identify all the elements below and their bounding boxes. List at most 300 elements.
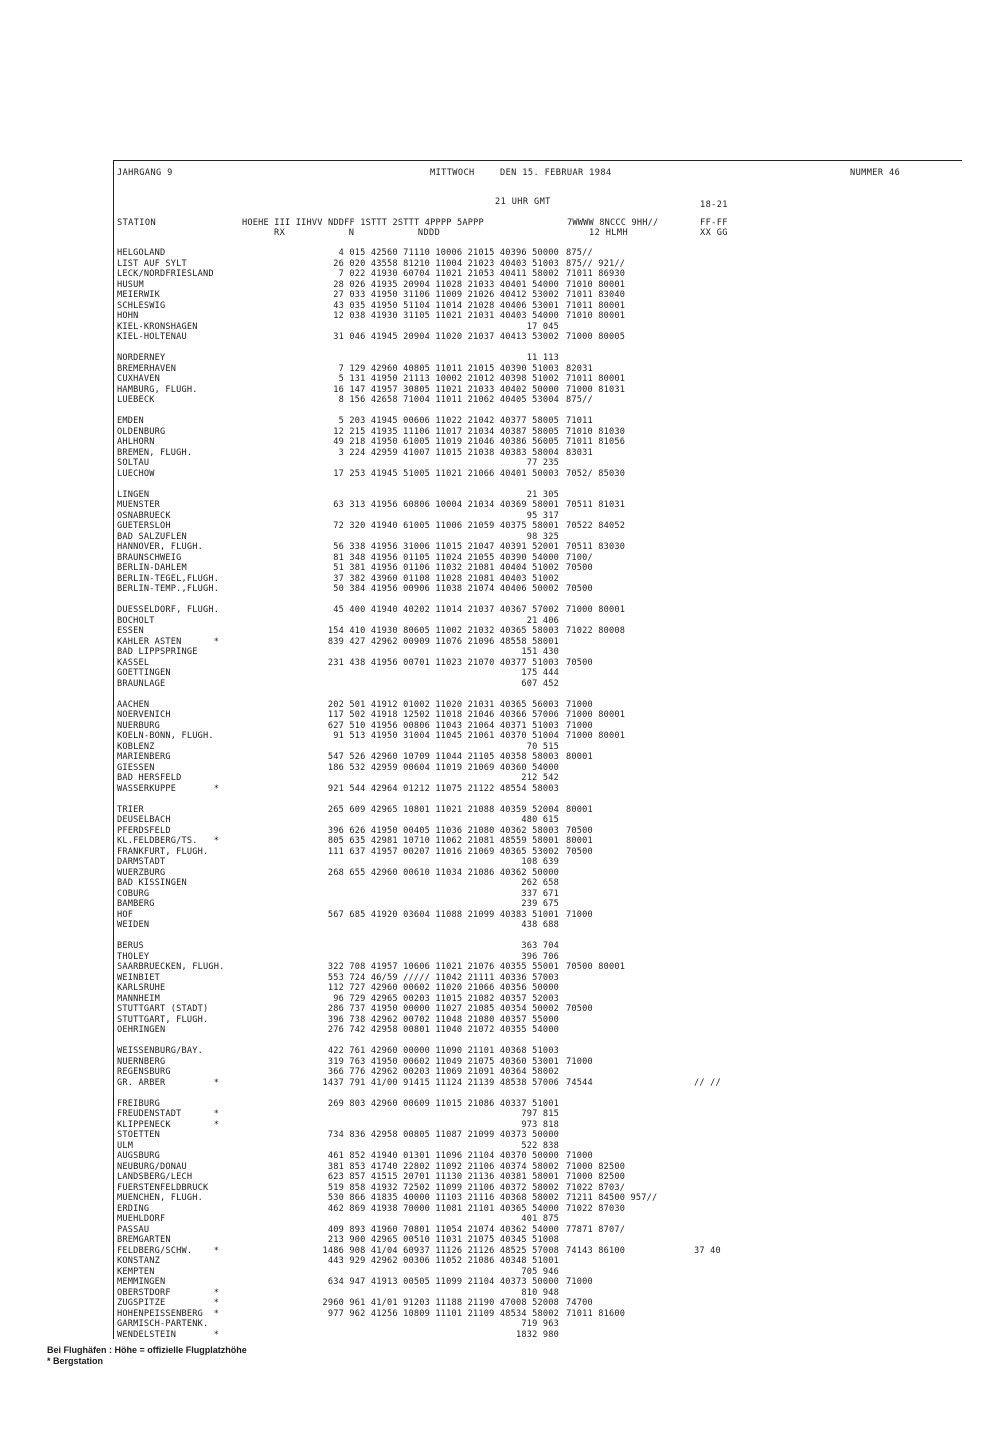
supplementary-values [566, 941, 691, 952]
observation-values: 461 852 41940 01301 11096 21104 40370 50000 [327, 1151, 559, 1161]
station-name: WEINBIET [117, 972, 160, 983]
wind-values [694, 899, 734, 910]
observation-values: 43 035 41950 51104 11014 21028 40406 53001 [333, 300, 559, 311]
wind-values [694, 710, 734, 721]
observation-values: 17 045 [526, 321, 559, 332]
wind-values [694, 889, 734, 900]
wind-values [694, 752, 734, 763]
station-name-column [117, 248, 239, 1340]
wind-values [694, 731, 734, 742]
wind-values [694, 983, 734, 994]
observation-values: 567 685 41920 03604 11088 21099 40383 51001 [327, 909, 559, 920]
supplementary-values: 71011 81600 [566, 1308, 626, 1319]
group-spacer [694, 794, 734, 805]
group-spacer [566, 1088, 691, 1099]
observation-values: 51 381 41956 01106 11032 21081 40404 51002 [333, 563, 559, 573]
station-name: BRAUNSCHWEIG [117, 552, 182, 563]
wind-values [694, 805, 734, 816]
station-name: KEMPTEN [117, 1266, 155, 1277]
wind-values [694, 1057, 734, 1068]
observation-values: 705 946 [521, 1266, 559, 1277]
observation-values: 154 410 41930 80605 11002 21032 40365 58003 [327, 626, 559, 636]
group-spacer [566, 343, 691, 354]
observation-values: 396 738 42962 00702 11048 21080 40357 55000 [327, 1014, 559, 1025]
wind-values [694, 395, 734, 406]
observation-values: 921 544 42964 01212 11075 21122 48554 58003 [327, 783, 559, 794]
observation-values: 719 963 [521, 1319, 559, 1329]
observation-values: 319 763 41950 00602 11049 21075 40360 53001 [327, 1056, 559, 1067]
wind-values [694, 553, 734, 564]
station-name: KONSTANZ [117, 1256, 160, 1266]
supplementary-values [566, 763, 691, 774]
wind-values [694, 637, 734, 648]
station-name: REGENSBURG [117, 1067, 171, 1077]
observation-values: 11 113 [526, 353, 559, 363]
wind-values [694, 469, 734, 480]
wind-values [694, 1288, 734, 1299]
observation-values: 7 129 42960 40805 11011 21015 40390 51003 [338, 363, 559, 374]
observation-values: 1486 908 41/04 60937 11126 21126 48525 57008 [322, 1245, 559, 1256]
station-name: AUGSBURG [117, 1151, 160, 1161]
station-name: HOHENPEISSENBERG * [117, 1308, 220, 1319]
supplementary-values: 71000 [566, 699, 593, 710]
wind-values [694, 1046, 734, 1057]
supplementary-values: 7052/ 85030 [566, 468, 626, 479]
supplementary-values [566, 1015, 691, 1026]
main-column-subheader: RX N NDDD [274, 228, 441, 238]
station-name: MEMMINGEN [117, 1277, 166, 1287]
group-spacer [241, 931, 559, 942]
group-spacer [241, 406, 559, 417]
supplementary-values [566, 1109, 691, 1120]
supplementary-values: 82031 [566, 363, 593, 374]
wind-values [694, 1193, 734, 1204]
wind-values [694, 353, 734, 364]
observation-values: 231 438 41956 00701 11023 21070 40377 51003 [327, 657, 559, 668]
supplementary-values: 71022 87030 [566, 1203, 626, 1214]
wind-values [694, 868, 734, 879]
observation-values: 396 706 [521, 951, 559, 962]
wind-values [694, 301, 734, 312]
supplementary-values [566, 574, 691, 585]
supplementary-values: 71000 82500 [566, 1161, 626, 1172]
station-name: DARMSTADT [117, 857, 166, 867]
observation-values: 95 317 [526, 510, 559, 521]
supplementary-values: 80001 [566, 752, 593, 762]
group-spacer [117, 1088, 239, 1099]
wind-values [694, 290, 734, 301]
supplementary-values: 71000 [566, 720, 593, 731]
group-spacer [241, 1036, 559, 1047]
supplementary-values [566, 647, 691, 658]
group-spacer [694, 595, 734, 606]
observation-values: 212 542 [521, 773, 559, 783]
supplementary-values: 74700 [566, 1298, 593, 1308]
observation-values: 805 635 42981 10710 11062 21081 48559 58001 [327, 836, 559, 846]
wind-values [694, 1298, 734, 1309]
observation-values: 26 020 43558 81210 11004 21023 40403 51003 [333, 258, 559, 269]
supplementary-values: 71000 80005 [566, 332, 626, 342]
station-name: DUESSELDORF, FLUGH. [117, 605, 220, 615]
station-name: KOELN-BONN, FLUGH. [117, 731, 214, 741]
station-name: HELGOLAND [117, 248, 166, 258]
station-name: KOBLENZ [117, 741, 155, 752]
supplementary-values: 71011 80001 [566, 300, 626, 311]
station-name: OBERSTDORF * [117, 1287, 220, 1298]
supplementary-values [566, 1067, 691, 1078]
station-name: FREIBURG [117, 1098, 160, 1109]
station-name: CUXHAVEN [117, 374, 160, 384]
station-name: MUENSTER [117, 500, 160, 510]
station-name: GUETERSLOH [117, 521, 171, 531]
wind-values [694, 1120, 734, 1131]
observation-values: 977 962 41256 10809 11101 21109 48534 58002 [327, 1308, 559, 1319]
wind-values [694, 500, 734, 511]
station-name: NEUBURG/DONAU [117, 1161, 187, 1172]
wind-data-column [694, 248, 734, 1340]
station-name: LINGEN [117, 489, 150, 500]
station-name: BERLIN-TEMP.,FLUGH. [117, 584, 220, 594]
observation-time: 21 UHR GMT [495, 197, 551, 207]
supplementary-values: 74143 86100 [566, 1245, 626, 1256]
wind-values [694, 532, 734, 543]
station-name: STUTTGART, FLUGH. [117, 1014, 209, 1025]
supplementary-values: 71000 [566, 1151, 593, 1161]
observation-values: 623 857 41515 20701 11130 21136 40381 58001 [327, 1172, 559, 1182]
station-name: BAD LIPPSPRINGE [117, 647, 198, 657]
observation-values: 409 893 41960 70801 11054 21074 40362 54000 [327, 1224, 559, 1235]
station-name: NORDERNEY [117, 353, 166, 363]
observation-values: 322 708 41957 10606 11021 21076 40355 55001 [327, 962, 559, 972]
station-name: WUERZBURG [117, 867, 166, 878]
observation-time-range: 18-21 [700, 200, 728, 210]
group-spacer [694, 1088, 734, 1099]
supplementary-values: 80001 [566, 804, 593, 815]
wind-values [694, 584, 734, 595]
supplementary-values: 71010 80001 [566, 279, 626, 290]
supplementary-values [566, 532, 691, 543]
station-name: KARLSRUHE [117, 983, 166, 993]
station-name: FUERSTENFELDBRUCK [117, 1182, 209, 1193]
station-name: EMDEN [117, 416, 144, 426]
observation-values: 31 046 41945 20904 11020 21037 40413 53002 [333, 332, 559, 342]
station-name: LANDSBERG/LECH [117, 1172, 193, 1182]
station-name: PASSAU [117, 1224, 150, 1235]
supplementary-values [566, 1046, 691, 1057]
supplementary-values: 70500 [566, 825, 593, 836]
group-spacer [566, 595, 691, 606]
wind-values: 37 40 [694, 1245, 721, 1256]
observation-values: 12 038 41930 31105 11021 21031 40403 54000 [333, 311, 559, 321]
wind-values [694, 941, 734, 952]
group-spacer [694, 1036, 734, 1047]
observation-values: 56 338 41956 31006 11015 21047 40391 52001 [333, 542, 559, 552]
supplementary-values [566, 1120, 691, 1131]
observation-values: 72 320 41940 61005 11006 21059 40375 58001 [333, 521, 559, 531]
station-name: SOLTAU [117, 458, 150, 468]
station-name: AHLHORN [117, 437, 155, 447]
group-spacer [694, 689, 734, 700]
station-name: BERLIN-TEGEL,FLUGH. [117, 573, 220, 584]
observation-values: 49 218 41950 61005 11019 21046 40386 56005 [333, 437, 559, 447]
supplementary-values [566, 1288, 691, 1299]
observation-values: 839 427 42962 00909 11076 21096 48558 58001 [327, 636, 559, 647]
observation-values: 16 147 41957 30805 11021 21033 40402 50000 [333, 384, 559, 395]
main-column-header: HOEHE III IIHVV NDDFF 1STTT 2STTT 4PPPP 5APPP [242, 218, 484, 228]
supplementary-values: 875// [566, 248, 593, 258]
station-name: NOERVENICH [117, 710, 171, 720]
group-spacer [694, 406, 734, 417]
wind-values [694, 1109, 734, 1120]
supplementary-values: 71011 80001 [566, 374, 626, 384]
wind-values [694, 1099, 734, 1110]
supplementary-values [566, 784, 691, 795]
observation-values: 443 929 42962 00306 11052 21086 40348 51001 [327, 1256, 559, 1266]
wind-values [694, 1025, 734, 1036]
station-name: NUERBURG [117, 720, 160, 731]
observation-values: 797 815 [521, 1109, 559, 1119]
wind-values [694, 448, 734, 459]
station-name: STUTTGART (STADT) [117, 1004, 209, 1014]
observation-values: 265 609 42965 10801 11021 21088 40359 52004 [327, 804, 559, 815]
supplementary-values: 71010 81030 [566, 426, 626, 437]
observation-values: 1437 791 41/00 91415 11124 21139 48538 57006 [322, 1077, 559, 1088]
supplementary-values [566, 983, 691, 994]
observation-values: 810 948 [521, 1287, 559, 1298]
observation-values: 213 900 42965 00510 11031 21075 40345 51008 [327, 1235, 559, 1245]
issue-date: DEN 15. FEBRUAR 1984 [500, 168, 612, 178]
station-name: KIEL-HOLTENAU [117, 332, 187, 342]
supplementary-values: 875// 921// [566, 258, 626, 269]
wind-values [694, 826, 734, 837]
station-name: GARMISCH-PARTENK. [117, 1319, 209, 1329]
supplementary-values: 70500 [566, 563, 593, 573]
wind-column-subheader: XX GG [700, 228, 728, 238]
supplementary-values [566, 868, 691, 879]
station-name: LIST AUF SYLT [117, 258, 187, 269]
wind-values [694, 616, 734, 627]
observation-values: 186 532 42959 00604 11019 21069 40360 54000 [327, 762, 559, 773]
station-name: BAD KISSINGEN [117, 878, 187, 888]
supplementary-values: 71011 [566, 416, 593, 426]
observation-values: 381 853 41740 22802 11092 21106 40374 58002 [327, 1161, 559, 1172]
station-name: BOCHOLT [117, 615, 155, 626]
observation-values: 438 688 [521, 920, 559, 930]
supplementary-values: 70511 81031 [566, 500, 626, 510]
observation-values: 627 510 41956 00806 11043 21064 40371 51003 [327, 720, 559, 731]
observation-data-column [241, 248, 559, 1340]
wind-values [694, 1225, 734, 1236]
observation-values: 151 430 [521, 647, 559, 657]
supplementary-values: 71000 81031 [566, 384, 626, 395]
wind-values [694, 1214, 734, 1225]
supplementary-values [566, 1214, 691, 1225]
wind-values [694, 1204, 734, 1215]
station-column-header: STATION [117, 218, 157, 228]
group-spacer [117, 931, 239, 942]
supplementary-values: 80001 [566, 836, 593, 846]
wind-values [694, 773, 734, 784]
weekday: MITTWOCH [430, 168, 475, 178]
supplementary-values: 70522 84052 [566, 521, 626, 531]
supplementary-values [566, 458, 691, 469]
observation-values: 5 131 41950 21113 10002 21012 40398 51002 [338, 374, 559, 384]
wind-values [694, 973, 734, 984]
wind-values [694, 742, 734, 753]
station-name: OLDENBURG [117, 426, 166, 437]
observation-values: 112 727 42960 00602 11020 21066 40356 50000 [327, 983, 559, 993]
wind-values [694, 416, 734, 427]
observation-values: 553 724 46/59 ///// 11042 21111 40336 57003 [327, 972, 559, 983]
observation-values: 63 313 41956 60806 10004 21034 40369 58001 [333, 500, 559, 510]
wind-values [694, 1330, 734, 1341]
station-name: KASSEL [117, 657, 150, 668]
station-name: MANNHEIM [117, 993, 160, 1004]
supplementary-values: 70500 [566, 584, 593, 594]
supplementary-values: 71000 80001 [566, 710, 626, 720]
supplementary-values: 83031 [566, 447, 593, 458]
supplementary-values [566, 511, 691, 522]
wind-values [694, 1309, 734, 1320]
wind-values [694, 269, 734, 280]
wind-values [694, 574, 734, 585]
observation-values: 530 866 41835 40000 11103 21116 40368 58002 [327, 1193, 559, 1203]
observation-values: 519 858 41932 72502 11099 21106 40372 58002 [327, 1182, 559, 1193]
observation-values: 1832 980 [516, 1329, 559, 1340]
observation-values: 268 655 42960 00610 11034 21086 40362 50000 [327, 867, 559, 878]
station-name: THOLEY [117, 951, 150, 962]
observation-values: 96 729 42965 00203 11015 21082 40357 52003 [333, 993, 559, 1004]
observation-values: 5 203 41945 00606 11022 21042 40377 58005 [338, 416, 559, 426]
observation-values: 27 033 41950 31106 11009 21026 40412 53002 [333, 290, 559, 300]
supplementary-values [566, 353, 691, 364]
observation-values: 37 382 43960 01108 11028 21081 40403 51002 [333, 573, 559, 584]
group-spacer [117, 406, 239, 417]
group-spacer [241, 689, 559, 700]
footnote-mountain-station: * Bergstation [47, 1356, 104, 1366]
supplementary-values: 70511 83030 [566, 542, 626, 552]
wind-values [694, 952, 734, 963]
wind-values [694, 658, 734, 669]
wind-values [694, 679, 734, 690]
wind-values [694, 878, 734, 889]
station-name: FREUDENSTADT * [117, 1109, 220, 1119]
supplementary-values [566, 857, 691, 868]
station-name: MUEHLDORF [117, 1214, 166, 1224]
supplementary-values [566, 1330, 691, 1341]
station-name: DEUSELBACH [117, 815, 171, 825]
group-spacer [566, 931, 691, 942]
station-name: OSNABRUECK [117, 510, 171, 521]
wind-values: // // [694, 1077, 721, 1088]
supplementary-values [566, 994, 691, 1005]
wind-values [694, 521, 734, 532]
observation-values: 7 022 41930 60704 11021 21053 40411 58002 [338, 269, 559, 279]
wind-values [694, 815, 734, 826]
supplementary-values: 71011 83040 [566, 290, 626, 300]
observation-values: 21 406 [526, 615, 559, 626]
station-name: ULM [117, 1140, 134, 1151]
wind-values [694, 1151, 734, 1162]
station-name: BERUS [117, 941, 144, 951]
wind-values [694, 836, 734, 847]
group-spacer [566, 479, 691, 490]
group-spacer [117, 794, 239, 805]
issue-number: NUMMER 46 [850, 168, 901, 178]
group-spacer [117, 595, 239, 606]
supplementary-values: 71211 84500 957// [566, 1193, 658, 1203]
group-spacer [241, 595, 559, 606]
supplementary-values: 74544 [566, 1077, 593, 1088]
station-name: BAMBERG [117, 899, 155, 909]
supplementary-values: 77871 8707/ [566, 1224, 626, 1235]
observation-values: 3 224 42959 41007 11015 21038 40383 58004 [338, 447, 559, 458]
observation-values: 8 156 42658 71004 11011 21062 40405 53004 [338, 395, 559, 405]
supplementary-values [566, 1025, 691, 1036]
wind-values [694, 1172, 734, 1183]
supplementary-values [566, 1319, 691, 1330]
wind-values [694, 248, 734, 259]
group-spacer [117, 1036, 239, 1047]
station-name: BERLIN-DAHLEM [117, 563, 187, 573]
supplementary-values: 7100/ [566, 552, 593, 563]
wind-values [694, 1015, 734, 1026]
wind-values [694, 847, 734, 858]
observation-values: 239 675 [521, 899, 559, 909]
observation-values: 734 836 42958 00805 11087 21099 40373 50000 [327, 1130, 559, 1140]
observation-values: 45 400 41940 40202 11014 21037 40367 57002 [333, 605, 559, 615]
wind-values [694, 1277, 734, 1288]
station-name: MARIENBERG [117, 752, 171, 762]
supplementary-values [566, 1141, 691, 1152]
supplementary-values: 71011 81056 [566, 437, 626, 447]
observation-values: 634 947 41913 00505 11099 21104 40373 50000 [327, 1277, 559, 1287]
station-name: WASSERKUPPE * [117, 783, 220, 794]
supplementary-values: 71000 80001 [566, 731, 626, 741]
observation-values: 363 704 [521, 941, 559, 951]
station-name: LUEBECK [117, 395, 155, 405]
wind-values [694, 962, 734, 973]
station-name: BAD SALZUFLEN [117, 531, 187, 542]
station-name: KIEL-KRONSHAGEN [117, 321, 198, 332]
footnote-airports: Bei Flughäfen : Höhe = offizielle Flugplatzhöhe [47, 1345, 247, 1355]
extra-column-header: 7WWWW 8NCCC 9HH// [567, 218, 659, 228]
station-name: GR. ARBER * [117, 1077, 220, 1088]
group-spacer [117, 479, 239, 490]
wind-values [694, 374, 734, 385]
group-spacer [566, 689, 691, 700]
observation-values: 462 869 41938 70000 11081 21101 40365 54000 [327, 1203, 559, 1214]
wind-values [694, 1256, 734, 1267]
station-name: LECK/NORDFRIESLAND [117, 269, 214, 279]
supplementary-values [566, 490, 691, 501]
supplementary-values: 71000 [566, 1277, 593, 1287]
wind-values [694, 427, 734, 438]
wind-values [694, 322, 734, 333]
observation-values: 422 761 42960 00000 11090 21101 40368 51003 [327, 1046, 559, 1056]
observation-values: 12 215 41935 11106 11017 21034 40387 58005 [333, 426, 559, 437]
station-name: HANNOVER, FLUGH. [117, 542, 203, 552]
wind-values [694, 1235, 734, 1246]
supplementary-values: 71022 8703/ [566, 1182, 626, 1193]
station-name: WENDELSTEIN * [117, 1329, 220, 1340]
wind-values [694, 1004, 734, 1015]
group-spacer [241, 343, 559, 354]
station-name: LUECHOW [117, 468, 155, 479]
station-name: BAD HERSFELD [117, 773, 182, 783]
station-name: ZUGSPITZE * [117, 1298, 220, 1308]
station-name: ESSEN [117, 626, 144, 636]
